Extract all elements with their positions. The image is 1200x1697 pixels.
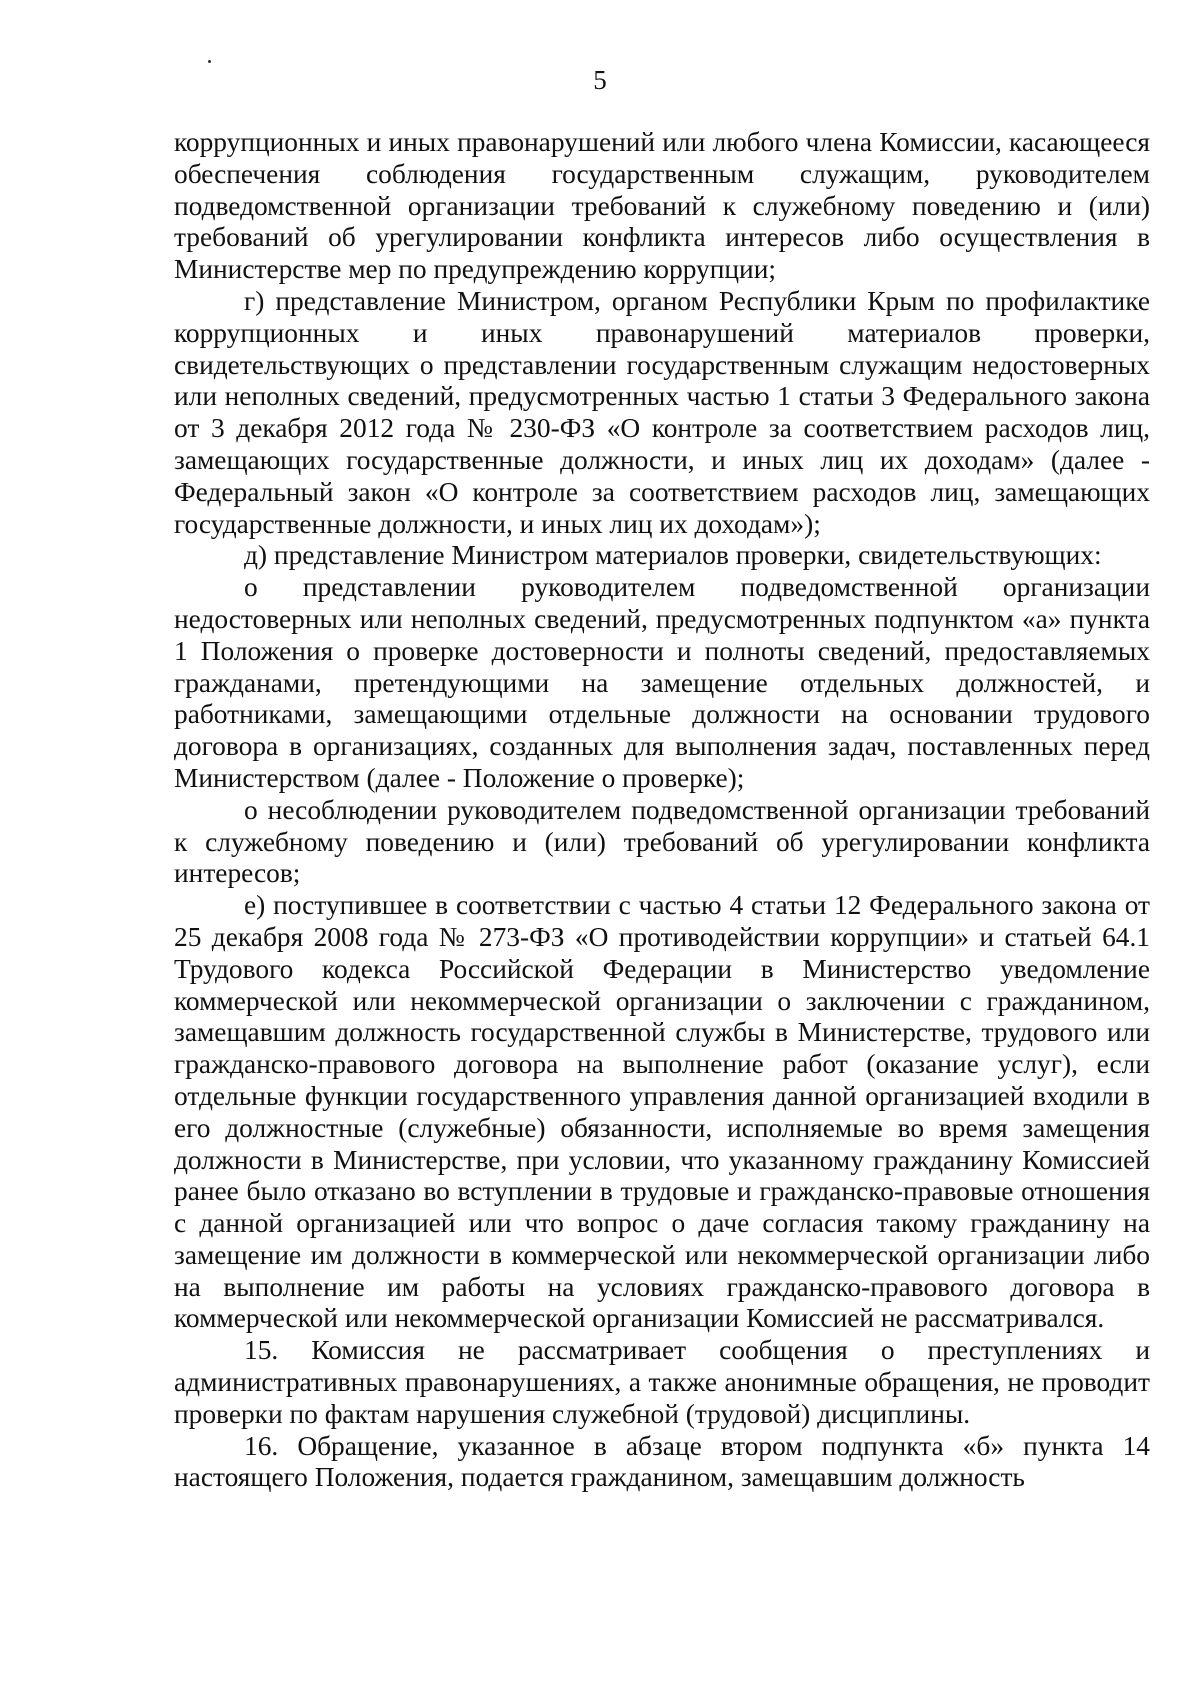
paragraph-item-g: г) представление Министром, органом Республики Крым по профилактике коррупционных и иных правонарушений материалов проверки, свидетельствующих о представлении государственным служащим недостоверных или неполных сведений, предусмотренных частью 1 статьи 3 Федерального закона от 3 декабря 2012 года № 230-ФЗ «О контроле за соответствием расходов лиц, замещающих государственные должности, и иных лиц их доходам» (далее - Федеральный закон «О контроле за соответствием расходов лиц, замещающих государственные должности, и иных лиц их доходам»); bbox=[174, 285, 1150, 539]
paragraph-item-d-2: о несоблюдении руководителем подведомственной организации требований к служебному поведению и (или) требований об урегулировании конфликта интересов; bbox=[174, 794, 1150, 889]
paragraph-point-15: 15. Комиссия не рассматривает сообщения о преступлениях и административных правонарушениях, а также анонимные обращения, не проводит проверки по фактам нарушения служебной (трудовой) дисциплины. bbox=[174, 1335, 1150, 1429]
scan-speck bbox=[208, 60, 211, 63]
paragraph-point-16: 16. Обращение, указанное в абзаце втором подпункта «б» пункта 14 настоящего Положения, подается гражданином, замещавшим должность bbox=[174, 1430, 1150, 1493]
paragraph-item-e: е) поступившее в соответствии с частью 4 статьи 12 Федерального закона от 25 декабря 2008 года № 273-ФЗ «О противодействии коррупции» и статьей 64.1 Трудового кодекса Российской Федерации в Министерство уведомление коммерческой или некоммерческой организации о заключении с гражданином, замещавшим должность государственной службы в Министерстве, трудового или гражданско-правового договора на выполнение работ (оказание услуг), если отдельные функции государственного управления данной организацией входили в его должностные (служебные) обязанности, исполняемые во время замещения должности в Министерстве, при условии, что указанному гражданину Комиссией ранее было отказано во вступлении в трудовые и гражданско-правовые отношения с данной организацией или что вопрос о даче согласия такому гражданину на замещение им должности в коммерческой или некоммерческой организации либо на выполнение им работы на условиях гражданско-правового договора в коммерческой или некоммерческой организации Комиссией не рассматривался. bbox=[174, 890, 1150, 1334]
paragraph-item-d-1: о представлении руководителем подведомственной организации недостоверных или неполных сведений, предусмотренных подпунктом «а» пункта 1 Положения о проверке достоверности и полноты сведений, предоставляемых гражданами, претендующими на замещение отдельных должностей, и работниками, замещающими отдельные должности на основании трудового договора в организациях, созданных для выполнения задач, поставленных перед Министерством (далее - Положение о проверке); bbox=[174, 572, 1150, 793]
page-number: 5 bbox=[593, 65, 607, 95]
paragraph-item-d: д) представление Министром материалов проверки, свидетельствующих: bbox=[244, 540, 1102, 571]
body-text bbox=[174, 127, 1150, 1494]
paragraph-continuation: коррупционных и иных правонарушений или любого члена Комиссии, касающееся обеспечения соблюдения государственным служащим, руководителем подведомственной организации требований к служебному поведению и (или) требований об урегулировании конфликта интересов либо осуществления в Министерстве мер по предупреждению коррупции; bbox=[174, 127, 1150, 285]
